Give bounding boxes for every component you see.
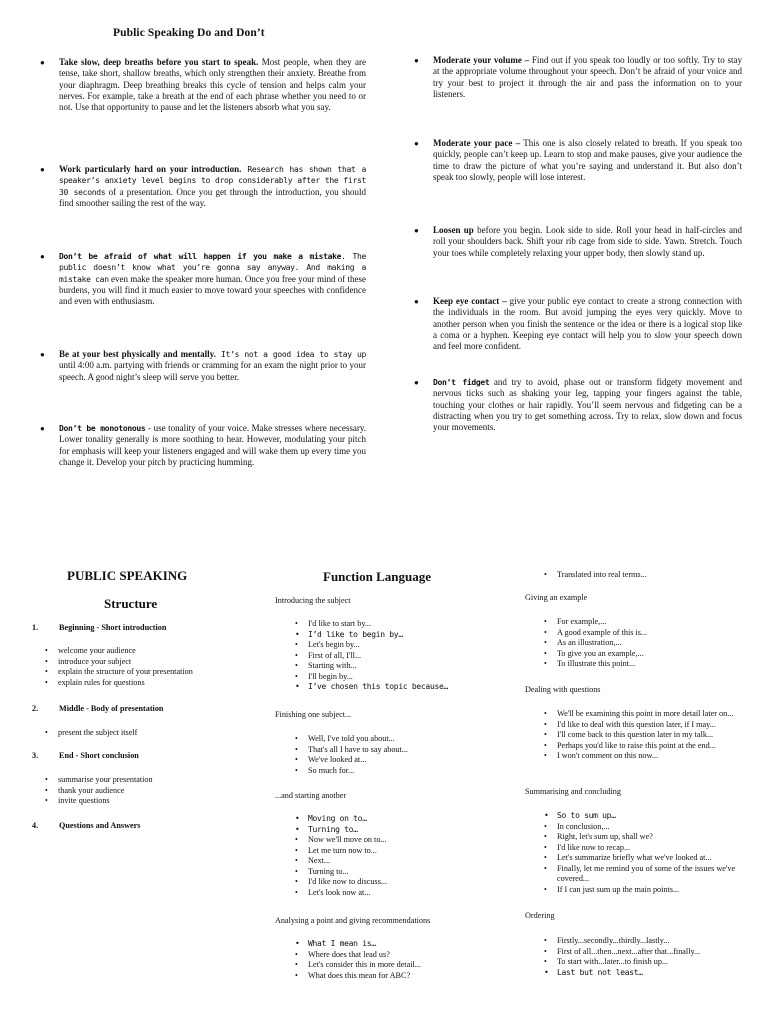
list-item: • Let's look now at... [308,888,508,899]
group-title: Analysing a point and giving recommendations [275,916,431,925]
tip-item [40,349,366,383]
tip-heading: Take slow, deep breaths before you start to speak. [59,57,259,67]
section-list [58,728,258,739]
section-list [58,775,258,807]
list-item: • Moving on to… [308,814,508,825]
list-item: • thank your audience [58,786,258,797]
list-item: • In conclusion,... [557,822,762,833]
bullet-icon: ● [40,252,45,261]
bullet-icon: ● [414,56,419,65]
list-item: • explain the structure of your presentation [58,667,258,678]
group-title: Ordering [525,911,555,920]
bullet-icon: ● [40,165,45,174]
list-item: • If I can just sum up the main points... [557,885,762,896]
tip-text: even make the speaker more human. Once you free your mind of these burdens, you will find it much easier to move toward your speeches with confidence and even with enthusiasm. [59,273,367,307]
section-heading: 4. Questions and Answers [32,821,141,830]
tip-item [414,225,742,259]
list-item: • Let's begin by... [308,640,508,651]
bullet-icon: ● [414,297,419,306]
tip-heading: Keep eye contact – [433,296,507,306]
tip-heading: Work particularly hard on your introduction. [59,164,242,174]
tip-item [40,164,366,209]
list-item: • What I mean is… [308,939,508,950]
tip-text: - use tonality of your voice. Make stresses where necessary. Lower tonality generally is more soothing to hear. However, modulating your pitch for emphasis will keep your listeners engaged and will wake them up every time you change it. Develop your pitch by practicing humming. [59,423,366,467]
group-title: ...and starting another [275,791,347,800]
phrase-list [557,709,762,762]
tip-heading: Don’t fidget [433,378,490,387]
list-item: • So to sum up… [557,811,762,822]
section-list [58,646,258,688]
tip-heading: Be at your best physically and mentally. [59,349,216,359]
list-item: • First of all, I'll... [308,651,508,662]
list-item: • To give you an example,... [557,649,757,660]
list-item: • As an illustration,... [557,638,757,649]
tip-heading: Loosen up [433,225,474,235]
list-item: • present the subject itself [58,728,258,739]
list-item: • Let's summarize briefly what we've looked at... [557,853,762,864]
list-item: • For example,... [557,617,757,628]
tip-text: until 4:00 a.m. partying with friends or cramming for an exam the night prior to your speech. A good night’s sleep will serve you better. [59,360,366,382]
tip-text: Find out if you speak too loudly or too softly. Try to stay at the appropriate volume throughout your speech. Don’t be afraid of your voice and try your best to project it through the air and pass the information on to your listeners. [433,55,742,99]
list-item: • Well, I've told you about... [308,734,508,745]
list-item: • Finally, let me remind you of some of the issues we've covered... [557,864,762,885]
tip-text: and try to avoid, phase out or transform fidgety movement and nervous ticks such as shaking your leg, tapping your fingers against the table, touching your clothes or hair rapidly. You’ll seem nervous and fidgeting can be a distracting when you try to get something across. Try to relax, slow down and focus your movements. [433,377,742,433]
phrase-list [308,939,508,981]
list-item: • I won't comment on this now... [557,751,762,762]
section-heading: 3. End - Short conclusion [32,751,139,760]
list-item: • To illustrate this point... [557,659,757,670]
section-heading: 2. Middle - Body of presentation [32,704,164,713]
tip-item [414,296,742,352]
list-item: • Where does that lead us? [308,950,508,961]
tip-text: give your public eye contact to create a strong connection with the individuals in the room. But avoid jumping the eyes very quickly. Move to another person when you finish the sentence or the idea or there is a logical stop like a coma or a hyphen. Keeping eye contact will help you to slow your speech down and feel more confident. [433,296,742,352]
tip-item [40,423,366,468]
phrase-list [308,734,508,776]
group-title: Summarising and concluding [525,787,621,796]
list-item: • That's all I have to say about... [308,745,508,756]
list-item: • So much for... [308,766,508,777]
list-item: • Firstly...secondly...thirdly...lastly... [557,936,762,947]
list-item: • I'd like to deal with this question later, if I may... [557,720,762,731]
list-item: • summarise your presentation [58,775,258,786]
group-title: Dealing with questions [525,685,601,694]
phrase-list [557,617,757,670]
bullet-icon: ● [40,58,45,67]
tip-item [40,57,366,113]
list-item: • I'll begin by... [308,672,508,683]
list-item: • Last but not least… [557,968,762,979]
bullet-icon: ● [40,350,45,359]
tip-text-highlight: It’s not a good idea to stay up [215,350,366,359]
list-item: • welcome your audience [58,646,258,657]
list-item: • Turning to... [308,867,508,878]
phrase-list [308,619,508,693]
group-title: Finishing one subject... [275,710,352,719]
list-item: • Turning to… [308,825,508,836]
list-item: • I'd like now to discuss... [308,877,508,888]
structure-heading-2: Structure [104,596,158,611]
section-heading: 1. Beginning - Short introduction [32,623,167,632]
tip-text: of a presentation. Once you get through the introduction, you should find smoother sailing the rest of the way. [59,186,366,208]
tip-item [414,377,742,433]
group-title: Giving an example [525,593,588,602]
list-item: • introduce your subject [58,657,258,668]
phrase-list [557,936,762,978]
tip-text-highlight: . The public doesn’t know what you’re gonna say anyway. And making a mistake can [59,252,367,284]
group-title: Introducing the subject [275,596,351,605]
list-item: • Translated into real terms... [557,570,757,581]
tip-heading: Don’t be monotonous [59,424,146,433]
bullet-icon: ● [414,139,419,148]
list-item: • I’d like to begin by… [308,630,508,641]
list-item: • I'd like now to recap... [557,843,762,854]
tip-text: This one is also closely related to breath. If you speak too quickly, people can’t keep up. Learn to stop and make pauses, give your audience the time to draw the picture of what you’re saying and understand it. But also don’t speak too slowly, people will lose interest. [433,138,743,182]
list-item: • Now we'll move on to... [308,835,508,846]
tip-text-highlight: Research has shown that a speaker’s anxiety level begins to drop considerably after the first 30 seconds [59,165,366,197]
list-item: • What does this mean for ABC? [308,971,508,982]
list-item: • Perhaps you'd like to raise this point at the end... [557,741,762,752]
document-title: Public Speaking Do and Don’t [113,27,265,39]
structure-heading-1: PUBLIC SPEAKING [67,568,188,583]
tip-item [40,251,367,307]
tip-heading: Don’t be afraid of what will happen if you make a mistake [59,252,342,261]
bullet-icon: ● [40,424,45,433]
phrase-list [557,811,762,895]
function-language-heading: Function Language [323,569,431,584]
tip-heading: Moderate your volume – [433,55,530,65]
list-item: • We'll be examining this point in more detail later on... [557,709,762,720]
tip-text: Most people, when they are tense, take short, shallow breaths, which only strengthen their anxiety. Breathe from your diaphragm. Deep breathing breaks this cycle of tension and helps calm your nerves. For example, take a breath at the end of each phrase whether you need to or not. Use that opportunity to pause and let the listeners absorb what you say. [59,57,366,113]
list-item: • We've looked at... [308,755,508,766]
list-item: • To start with...later...to finish up... [557,957,762,968]
list-item: • explain rules for questions [58,678,258,689]
tip-item [414,55,742,100]
phrase-list [308,814,508,898]
list-item: • Let me turn now to... [308,846,508,857]
list-item: • Right, let's sum up, shall we? [557,832,762,843]
list-item: • Next... [308,856,508,867]
tip-item [414,138,743,183]
list-item: • invite questions [58,796,258,807]
bullet-icon: ● [414,226,419,235]
list-item: • Let's consider this in more detail... [308,960,508,971]
bullet-icon: ● [414,378,419,387]
list-item: • A good example of this is... [557,628,757,639]
list-item: • I'd like to start by... [308,619,508,630]
list-item: • I'll come back to this question later in my talk... [557,730,762,741]
tip-heading: Moderate your pace – [433,138,521,148]
list-item: • Starting with... [308,661,508,672]
phrase-list [557,570,757,581]
list-item: • I’ve chosen this topic because… [308,682,508,693]
tip-text: before you begin. Look side to side. Roll your head in half-circles and roll your shoulders back. Shift your rib cage from side to side. Yawn. Stretch. Touch your toes while completely relaxing your upper body, then slowly stand up. [433,225,742,258]
list-item: • First of all...then...next...after that...finally... [557,947,762,958]
